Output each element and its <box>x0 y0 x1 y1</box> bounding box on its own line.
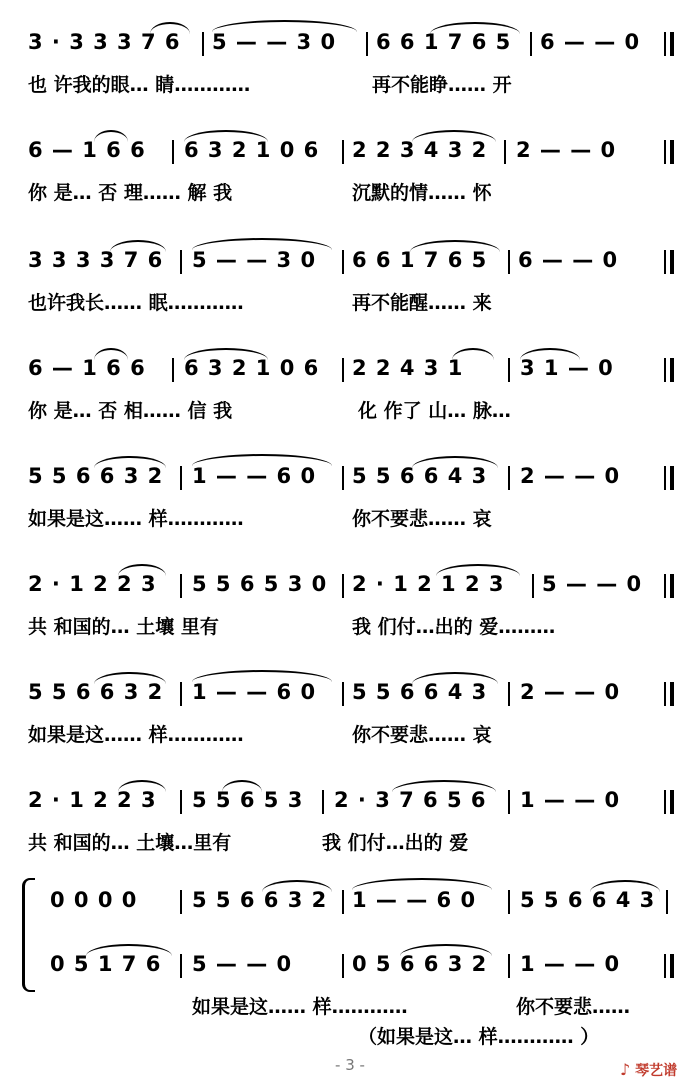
measure-3: 0 5 6 6 3 2 <box>352 952 488 976</box>
barline <box>202 32 204 56</box>
barline <box>342 358 344 382</box>
barline <box>508 250 510 274</box>
lyric-line: 我 们付…出的 爱 <box>322 832 469 854</box>
measure-1: 6 — 1 6 6 <box>28 356 146 380</box>
slur <box>222 780 262 792</box>
barline <box>180 574 182 598</box>
measure-3: 2 · 3 7 6 5 6 <box>334 788 487 812</box>
slur <box>392 780 496 792</box>
barline <box>342 682 344 706</box>
slur <box>590 880 660 892</box>
measure-2: 5 — — 0 <box>192 952 293 976</box>
measure-4: 1 — — 0 <box>520 788 621 812</box>
end-barline <box>664 790 674 814</box>
barline <box>180 682 182 706</box>
measure-3: 2 2 4 3 1 <box>352 356 464 380</box>
lyric-line: 你 是… 否 相…… 信 我 <box>28 400 233 422</box>
lyric-line: 你不要悲…… <box>516 996 631 1018</box>
barline <box>366 32 368 56</box>
slur <box>412 672 498 684</box>
tie <box>192 238 332 250</box>
measure-1: 2 · 1 2 2 3 <box>28 788 157 812</box>
slur <box>262 880 332 892</box>
lyric-line: 沉默的情…… 怀 <box>352 182 492 204</box>
barline <box>508 790 510 814</box>
measure-1: 3 3 3 3 7 6 <box>28 248 164 272</box>
measure-1: 5 5 6 6 3 2 <box>28 464 164 488</box>
slur <box>94 348 128 360</box>
slur <box>452 348 494 360</box>
measure-2: 5 5 6 5 3 <box>192 788 304 812</box>
lyric-line: 再不能睁…… 开 <box>372 74 512 96</box>
score-system-1 <box>0 30 700 96</box>
measure-3: 6 6 1 7 6 5 <box>352 248 488 272</box>
barline <box>508 890 510 914</box>
barline <box>172 358 174 382</box>
lyric-line: 如果是这…… 样………… <box>28 724 244 746</box>
measure-3: 5 5 6 6 4 3 <box>352 680 488 704</box>
barline <box>322 790 324 814</box>
end-barline <box>664 250 674 274</box>
barline <box>342 466 344 490</box>
barline <box>180 790 182 814</box>
lyric-line: 共 和国的… 土壤 里有 <box>28 616 219 638</box>
score-system-2 <box>0 138 700 204</box>
barline <box>172 140 174 164</box>
site-watermark-text: 琴艺谱 <box>635 1063 678 1079</box>
lyric-line: 我 们付…出的 爱……… <box>352 616 556 638</box>
measure-3: 2 · 1 2 1 2 3 <box>352 572 505 596</box>
lyric-line: 如果是这…… 样………… <box>192 996 408 1018</box>
measure-2: 6 3 2 1 0 6 <box>184 356 320 380</box>
measure-4: 5 — — 0 <box>542 572 643 596</box>
barline <box>508 682 510 706</box>
measure-4: 2 — — 0 <box>520 680 621 704</box>
end-barline <box>664 682 674 706</box>
barline <box>180 466 182 490</box>
end-barline <box>664 954 674 978</box>
lyric-line: 如果是这…… 样………… <box>28 508 244 530</box>
barline <box>532 574 534 598</box>
slur <box>184 130 268 142</box>
measure-2: 1 — — 6 0 <box>192 464 317 488</box>
slur <box>410 240 500 252</box>
tie <box>192 454 332 466</box>
score-system-6 <box>0 572 700 638</box>
measure-1: 5 5 6 6 3 2 <box>28 680 164 704</box>
tie <box>352 878 492 890</box>
measure-1: 3 · 3 3 3 7 6 <box>28 30 181 54</box>
measure-4: 3 1 — 0 <box>520 356 614 380</box>
measure-2: 5 — — 3 0 <box>212 30 337 54</box>
score-system-7 <box>0 680 700 746</box>
score-system-9-upper <box>0 888 700 948</box>
measure-4: 2 — — 0 <box>520 464 621 488</box>
score-system-9-lower <box>0 952 700 1048</box>
tie <box>192 670 332 682</box>
measure-1: 6 — 1 6 6 <box>28 138 146 162</box>
lyric-line: 你不要悲…… 哀 <box>352 724 492 746</box>
music-note-icon: ♪ <box>620 1060 631 1079</box>
measure-3: 5 5 6 6 4 3 <box>352 464 488 488</box>
measure-3: 6 6 1 7 6 5 <box>376 30 512 54</box>
measure-4: 1 — — 0 <box>520 952 621 976</box>
barline <box>504 140 506 164</box>
slur <box>118 564 166 576</box>
measure-2: 1 — — 6 0 <box>192 680 317 704</box>
measure-3: 1 — — 6 0 <box>352 888 477 912</box>
slur <box>94 672 166 684</box>
barline <box>180 954 182 978</box>
slur <box>412 456 498 468</box>
lyric-line-parenthetical: （如果是这… 样………… ） <box>358 1026 600 1048</box>
barline <box>530 32 532 56</box>
measure-2: 5 — — 3 0 <box>192 248 317 272</box>
barline <box>666 890 668 914</box>
score-system-3 <box>0 248 700 314</box>
measure-4: 2 — — 0 <box>516 138 617 162</box>
barline <box>342 574 344 598</box>
score-system-8 <box>0 788 700 854</box>
measure-2: 5 5 6 5 3 0 <box>192 572 328 596</box>
slur <box>94 456 166 468</box>
measure-1: 2 · 1 2 2 3 <box>28 572 157 596</box>
barline <box>180 250 182 274</box>
score-system-4 <box>0 356 700 422</box>
end-barline <box>664 358 674 382</box>
end-barline <box>664 140 674 164</box>
page-number: - 3 - <box>335 1056 365 1074</box>
slur <box>430 22 520 34</box>
barline <box>508 954 510 978</box>
measure-1: 0 0 0 0 <box>50 888 138 912</box>
slur <box>150 22 190 34</box>
lyric-line: 化 作了 山… 脉… <box>358 400 511 422</box>
slur <box>520 348 580 360</box>
measure-4: 6 — — 0 <box>540 30 641 54</box>
barline <box>342 140 344 164</box>
barline <box>508 358 510 382</box>
measure-3: 2 2 3 4 3 2 <box>352 138 488 162</box>
slur <box>110 240 166 252</box>
slur <box>436 564 520 576</box>
slur <box>118 780 166 792</box>
slur <box>184 348 268 360</box>
lyric-line: 也 许我的眼… 睛………… <box>28 74 251 96</box>
barline <box>342 954 344 978</box>
measure-4: 5 5 6 6 4 3 <box>520 888 656 912</box>
end-barline <box>664 574 674 598</box>
measure-2: 5 5 6 6 3 2 <box>192 888 328 912</box>
lyric-line: 你不要悲…… 哀 <box>352 508 492 530</box>
measure-2: 6 3 2 1 0 6 <box>184 138 320 162</box>
lyric-line: 共 和国的… 土壤…里有 <box>28 832 232 854</box>
site-watermark <box>620 1060 677 1080</box>
score-system-5 <box>0 464 700 530</box>
barline <box>342 890 344 914</box>
measure-4: 6 — — 0 <box>518 248 619 272</box>
barline <box>342 250 344 274</box>
measure-1: 0 5 1 7 6 <box>50 952 162 976</box>
slur <box>412 130 496 142</box>
lyric-line: 也许我长…… 眠………… <box>28 292 244 314</box>
lyric-line: 再不能醒…… 来 <box>352 292 492 314</box>
slur <box>94 130 128 142</box>
barline <box>508 466 510 490</box>
tie <box>212 20 357 32</box>
lyric-line: 你 是… 否 理…… 解 我 <box>28 182 233 204</box>
end-barline <box>664 466 674 490</box>
end-barline <box>664 32 674 56</box>
barline <box>180 890 182 914</box>
